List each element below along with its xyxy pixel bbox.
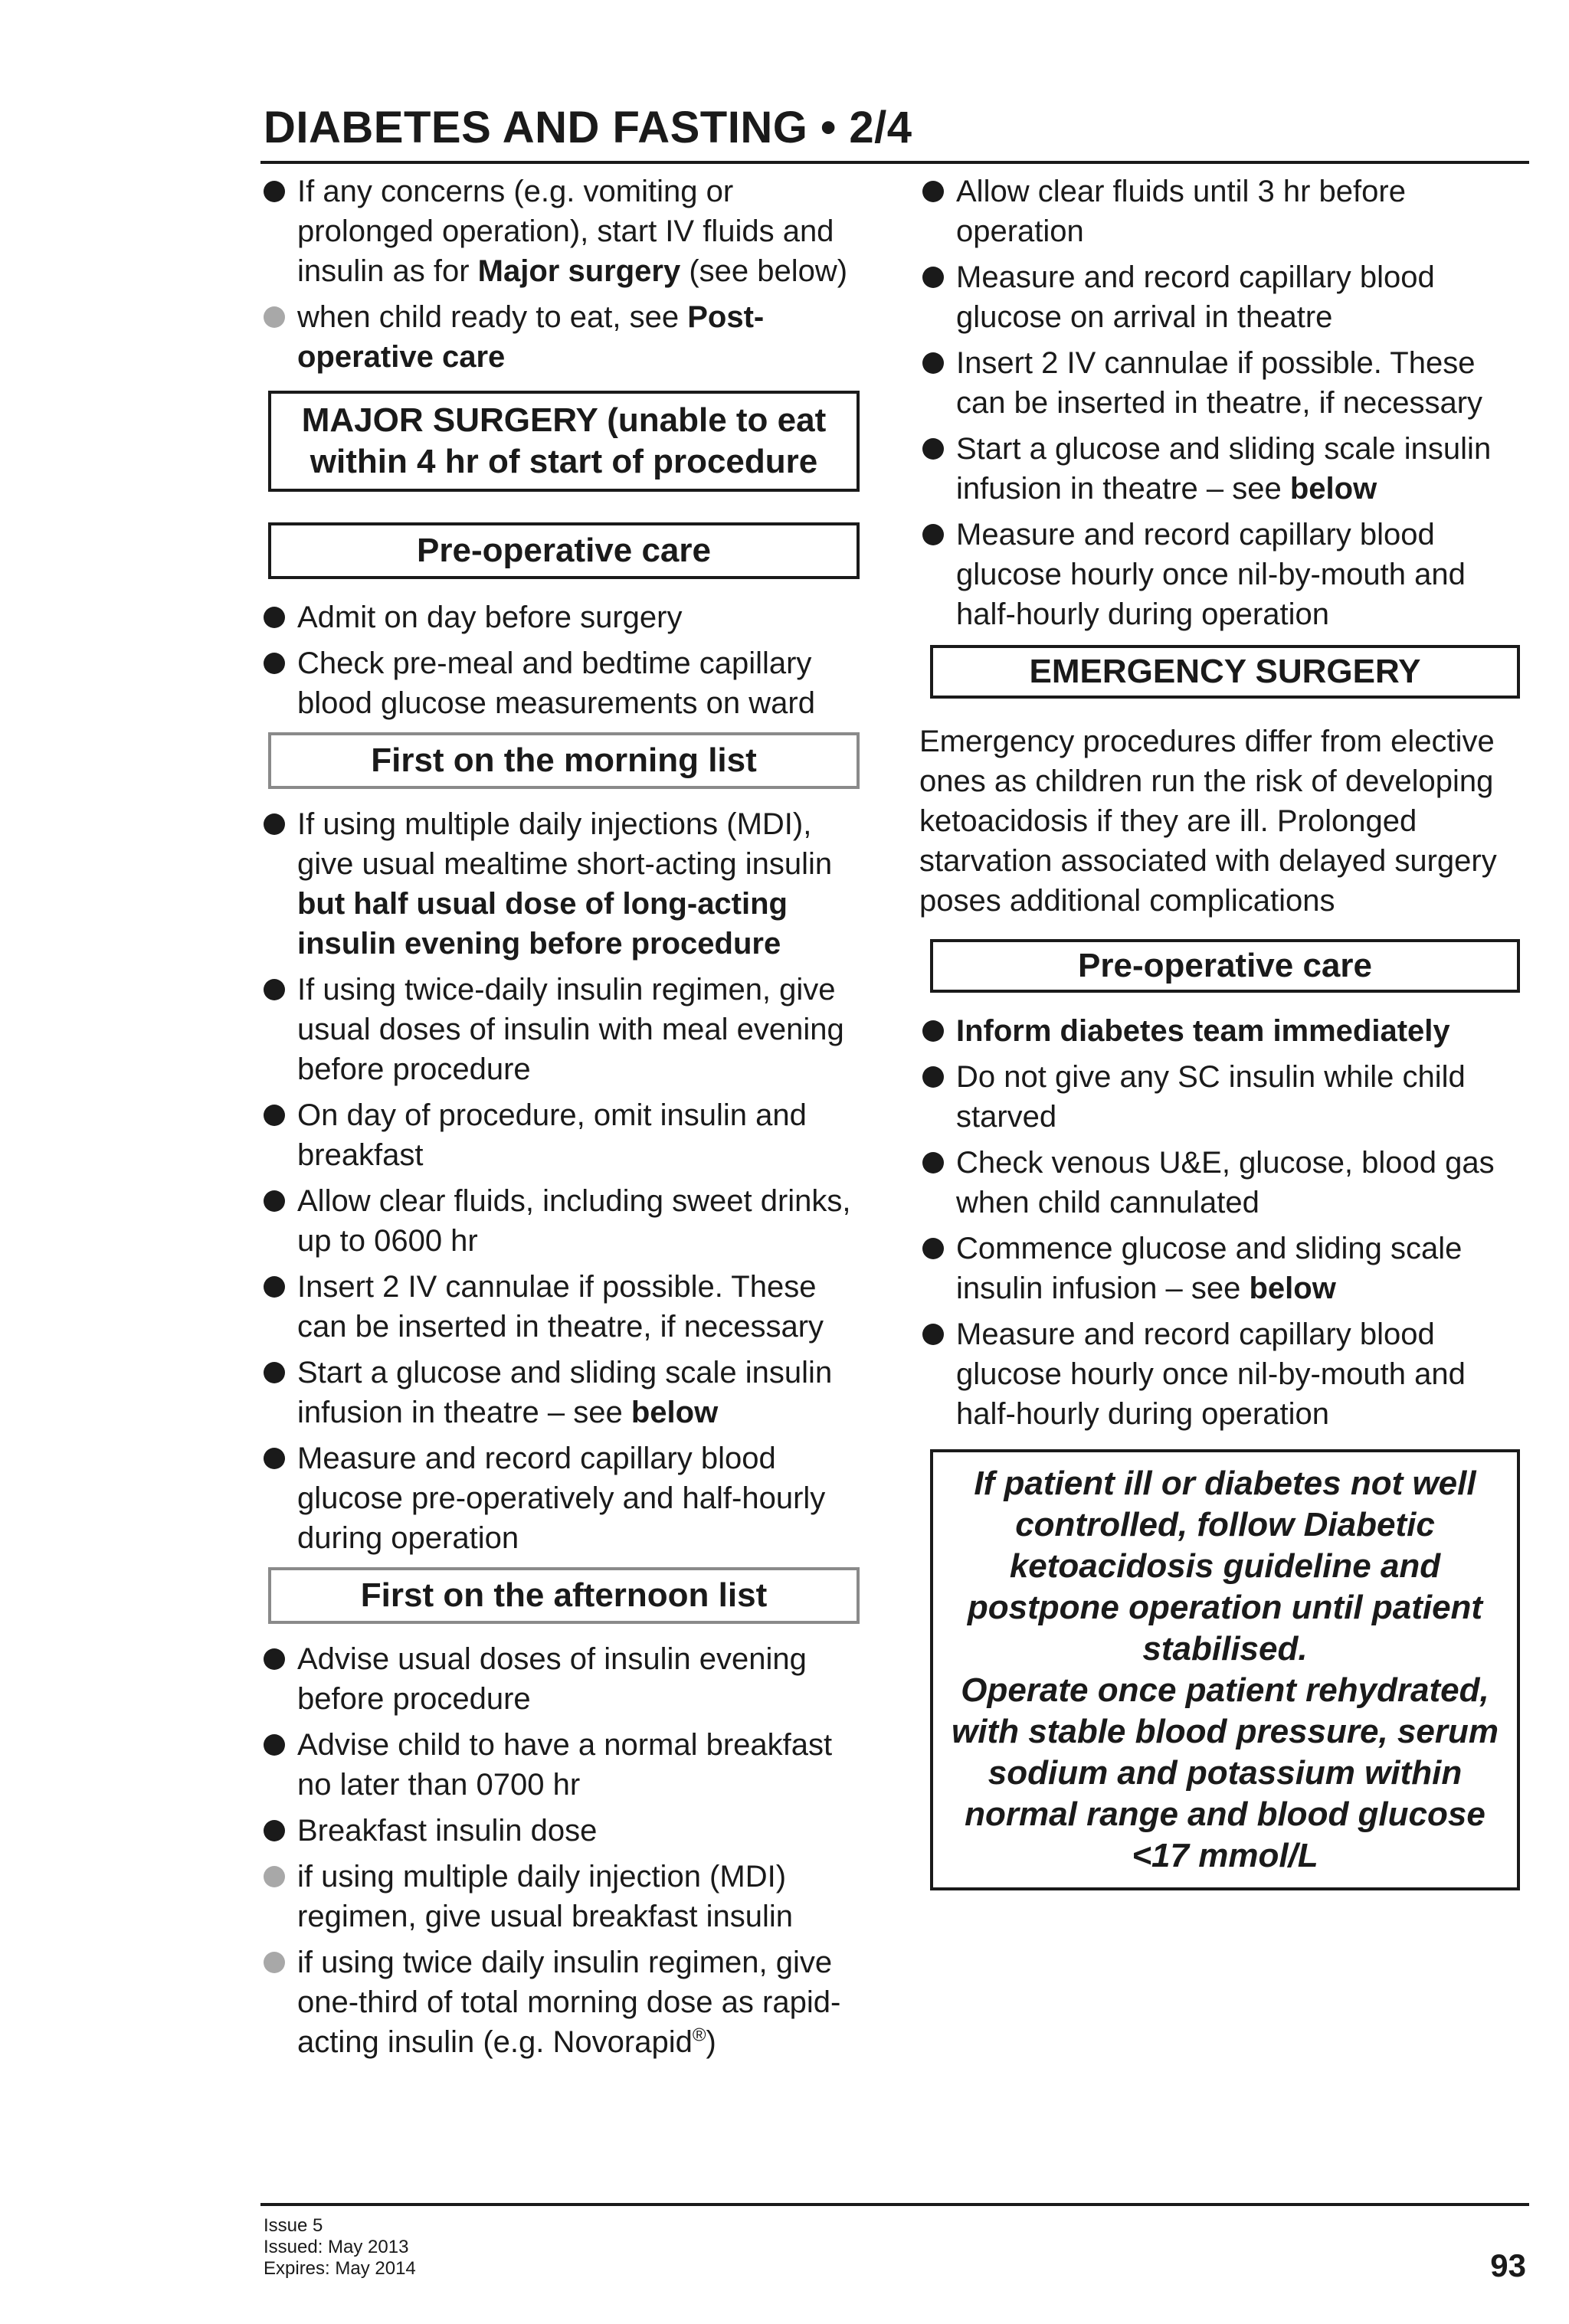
page-title: DIABETES AND FASTING • 2/4 [264, 103, 912, 152]
bullet-cannulae-afternoon: Insert 2 IV cannulae if possible. These can be inserted in theatre, if necessary [919, 343, 1532, 423]
right-column [919, 172, 1532, 1890]
issue-number: Issue 5 [264, 2215, 323, 2236]
footer-metadata [264, 2215, 416, 2280]
bullet-check-venous: Check venous U&E, glucose, blood gas when child cannulated [919, 1143, 1532, 1223]
bullet-major-fallback: If any concerns (e.g. vomiting or prolonged operation), start IV fluids and insulin as for Major surgery (see below) [260, 172, 866, 291]
bullet-advise-breakfast: Advise child to have a normal breakfast no later than 0700 hr [260, 1725, 866, 1805]
bullet-measure-hourly-emergency: Measure and record capillary blood glucose hourly once nil-by-mouth and half-hourly during operation [919, 1314, 1532, 1434]
sub-bullet-ready-to-eat: when child ready to eat, see Post-operative care [260, 297, 866, 377]
major-surgery-heading: MAJOR SURGERY (unable to eat within 4 hr of start of procedure [268, 391, 860, 492]
warning-text-1: If patient ill or diabetes not well controlled, follow Diabetic ketoacidosis guideline and postpone operation until patient stabilised. [967, 1465, 1483, 1668]
bullet-cannulae-morning: Insert 2 IV cannulae if possible. These can be inserted in theatre, if necessary [260, 1267, 866, 1347]
sub-bullet-twice-daily-breakfast: if using twice daily insulin regimen, give one-third of total morning dose as rapid-acting insulin (e.g. Novorapid®) [260, 1943, 866, 2062]
bullet-clear-fluids-morning: Allow clear fluids, including sweet drinks, up to 0600 hr [260, 1181, 866, 1261]
bullet-breakfast-dose: Breakfast insulin dose [260, 1811, 866, 1851]
bullet-admit: Admit on day before surgery [260, 597, 866, 637]
bullet-measure-hourly-afternoon: Measure and record capillary blood glucose hourly once nil-by-mouth and half-hourly during operation [919, 515, 1532, 634]
bullet-start-infusion-afternoon: Start a glucose and sliding scale insulin infusion in theatre – see below [919, 429, 1532, 509]
bullet-clear-fluids-afternoon: Allow clear fluids until 3 hr before operation [919, 172, 1532, 251]
preop-heading-right: Pre-operative care [930, 939, 1520, 993]
issued-date: Issued: May 2013 [264, 2237, 409, 2257]
preop-heading-left: Pre-operative care [268, 522, 860, 579]
afternoon-list-heading: First on the afternoon list [268, 1567, 860, 1624]
bullet-check-glucose: Check pre-meal and bedtime capillary blood glucose measurements on ward [260, 643, 866, 723]
bullet-twice-daily-morning: If using twice-daily insulin regimen, give usual doses of insulin with meal evening before procedure [260, 970, 866, 1089]
bullet-measure-morning: Measure and record capillary blood glucose pre-operatively and half-hourly during operation [260, 1439, 866, 1558]
bullet-omit-insulin: On day of procedure, omit insulin and breakfast [260, 1095, 866, 1175]
bullet-start-infusion-morning: Start a glucose and sliding scale insulin infusion in theatre – see below [260, 1353, 866, 1432]
bullet-inform-team: Inform diabetes team immediately [919, 1011, 1532, 1051]
emergency-surgery-heading: EMERGENCY SURGERY [930, 645, 1520, 699]
bullet-mdi-morning: If using multiple daily injections (MDI), give usual mealtime short-acting insulin but half usual dose of long-acting insulin evening before procedure [260, 804, 866, 964]
bullet-advise-doses: Advise usual doses of insulin evening before procedure [260, 1639, 866, 1719]
morning-list-heading: First on the morning list [268, 732, 860, 789]
left-column [260, 172, 866, 2068]
warning-box [930, 1449, 1520, 1890]
page-number: 93 [1490, 2247, 1526, 2283]
warning-text-2: Operate once patient rehydrated, with stable blood pressure, serum sodium and potassium within normal range and blood glucose <17 mmol/L [952, 1671, 1499, 1874]
footer-divider [260, 2203, 1529, 2206]
bullet-commence-infusion: Commence glucose and sliding scale insulin infusion – see below [919, 1229, 1532, 1308]
title-divider [260, 161, 1529, 164]
emergency-description: Emergency procedures differ from elective ones as children run the risk of developing ketoacidosis if they are ill. Prolonged starvation associated with delayed surgery poses additional complications [919, 725, 1497, 918]
bullet-measure-arrival: Measure and record capillary blood glucose on arrival in theatre [919, 257, 1532, 337]
expiry-date: Expires: May 2014 [264, 2258, 416, 2279]
sub-bullet-mdi-breakfast: if using multiple daily injection (MDI) regimen, give usual breakfast insulin [260, 1857, 866, 1936]
bullet-no-sc-insulin: Do not give any SC insulin while child starved [919, 1057, 1532, 1137]
